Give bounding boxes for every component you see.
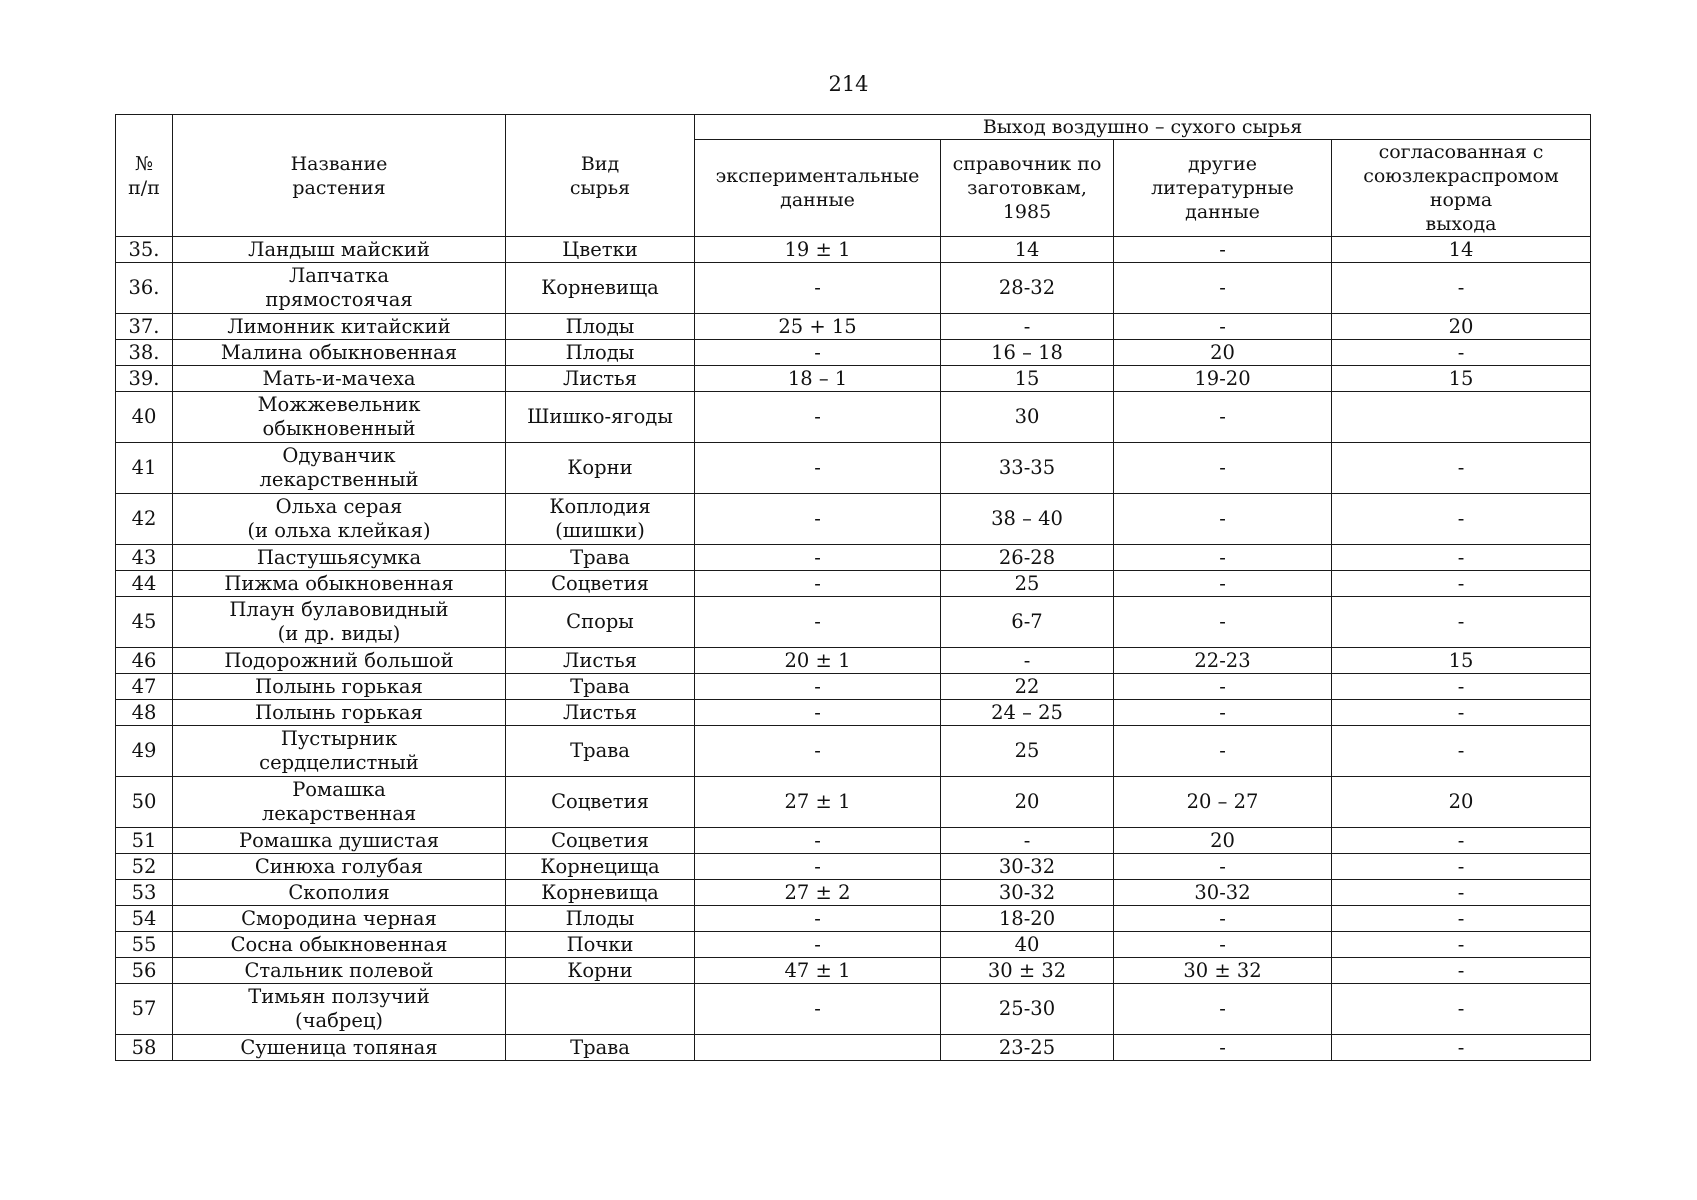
cell-literature: - <box>1114 854 1332 880</box>
cell-literature: - <box>1114 984 1332 1035</box>
cell-literature: - <box>1114 700 1332 726</box>
cell-literature: - <box>1114 1035 1332 1061</box>
cell-plant-name: Малина обыкновенная <box>173 340 506 366</box>
table-row <box>116 932 1591 958</box>
cell-reference: - <box>941 828 1114 854</box>
cell-literature: - <box>1114 263 1332 314</box>
cell-raw-material-type: Соцветия <box>506 777 695 828</box>
header-raw-material-type: Вид сырья <box>506 115 695 237</box>
cell-num: 43 <box>116 545 173 571</box>
table-body <box>116 237 1591 1061</box>
cell-plant-name: Пастушьясумка <box>173 545 506 571</box>
cell-literature: - <box>1114 314 1332 340</box>
cell-raw-material-type: Соцветия <box>506 571 695 597</box>
cell-plant-name: Пустырник сердцелистный <box>173 726 506 777</box>
cell-literature: - <box>1114 571 1332 597</box>
cell-reference: 40 <box>941 932 1114 958</box>
table-row <box>116 545 1591 571</box>
cell-reference: 38 – 40 <box>941 494 1114 545</box>
cell-norm: 15 <box>1332 366 1591 392</box>
cell-plant-name: Одуванчик лекарственный <box>173 443 506 494</box>
cell-literature: 20 <box>1114 340 1332 366</box>
cell-literature: - <box>1114 597 1332 648</box>
plant-yield-table <box>115 114 1591 1061</box>
cell-norm: - <box>1332 906 1591 932</box>
cell-norm: - <box>1332 932 1591 958</box>
cell-plant-name: Мать-и-мачеха <box>173 366 506 392</box>
cell-plant-name: Ромашка душистая <box>173 828 506 854</box>
cell-raw-material-type: Корневища <box>506 263 695 314</box>
cell-num: 50 <box>116 777 173 828</box>
cell-num: 36. <box>116 263 173 314</box>
table-row <box>116 880 1591 906</box>
cell-experimental: - <box>695 597 941 648</box>
cell-reference: 20 <box>941 777 1114 828</box>
cell-reference: 24 – 25 <box>941 700 1114 726</box>
cell-reference: 15 <box>941 366 1114 392</box>
cell-experimental: - <box>695 674 941 700</box>
cell-literature: 19-20 <box>1114 366 1332 392</box>
cell-literature: - <box>1114 906 1332 932</box>
cell-norm: - <box>1332 263 1591 314</box>
cell-num: 57 <box>116 984 173 1035</box>
cell-experimental: 27 ± 2 <box>695 880 941 906</box>
cell-experimental: 19 ± 1 <box>695 237 941 263</box>
cell-experimental: - <box>695 392 941 443</box>
cell-plant-name: Тимьян ползучий (чабрец) <box>173 984 506 1035</box>
cell-reference: 23-25 <box>941 1035 1114 1061</box>
cell-raw-material-type: Споры <box>506 597 695 648</box>
cell-plant-name: Лимонник китайский <box>173 314 506 340</box>
cell-num: 44 <box>116 571 173 597</box>
cell-raw-material-type: Трава <box>506 1035 695 1061</box>
cell-reference: 30 <box>941 392 1114 443</box>
cell-norm: 20 <box>1332 314 1591 340</box>
table-row <box>116 906 1591 932</box>
cell-reference: 33-35 <box>941 443 1114 494</box>
cell-norm: - <box>1332 443 1591 494</box>
cell-norm <box>1332 392 1591 443</box>
cell-raw-material-type: Почки <box>506 932 695 958</box>
cell-plant-name: Плаун булавовидный (и др. виды) <box>173 597 506 648</box>
cell-plant-name: Стальник полевой <box>173 958 506 984</box>
cell-norm: - <box>1332 494 1591 545</box>
cell-experimental: - <box>695 700 941 726</box>
cell-plant-name: Лапчатка прямостоячая <box>173 263 506 314</box>
cell-plant-name: Сушеница топяная <box>173 1035 506 1061</box>
cell-num: 47 <box>116 674 173 700</box>
table-row <box>116 237 1591 263</box>
cell-norm: - <box>1332 674 1591 700</box>
cell-num: 53 <box>116 880 173 906</box>
cell-raw-material-type: Плоды <box>506 340 695 366</box>
cell-plant-name: Синюха голубая <box>173 854 506 880</box>
table-row <box>116 674 1591 700</box>
cell-plant-name: Ольха серая (и ольха клейкая) <box>173 494 506 545</box>
cell-experimental: - <box>695 494 941 545</box>
cell-experimental: - <box>695 854 941 880</box>
table-row <box>116 700 1591 726</box>
cell-norm: - <box>1332 854 1591 880</box>
cell-experimental: - <box>695 340 941 366</box>
cell-raw-material-type: Листья <box>506 700 695 726</box>
cell-reference: 30-32 <box>941 880 1114 906</box>
table-row <box>116 828 1591 854</box>
header-experimental: экспериментальные данные <box>695 140 941 237</box>
cell-literature: - <box>1114 545 1332 571</box>
table-row <box>116 263 1591 314</box>
cell-reference: 25 <box>941 726 1114 777</box>
table-row <box>116 314 1591 340</box>
cell-literature: - <box>1114 237 1332 263</box>
cell-raw-material-type: Трава <box>506 726 695 777</box>
cell-raw-material-type: Трава <box>506 545 695 571</box>
cell-literature: - <box>1114 443 1332 494</box>
table-row <box>116 571 1591 597</box>
cell-norm: - <box>1332 700 1591 726</box>
cell-num: 55 <box>116 932 173 958</box>
cell-experimental: 47 ± 1 <box>695 958 941 984</box>
cell-num: 45 <box>116 597 173 648</box>
header-reference: справочник по заготовкам, 1985 <box>941 140 1114 237</box>
cell-plant-name: Ландыш майский <box>173 237 506 263</box>
cell-norm: 15 <box>1332 648 1591 674</box>
cell-num: 37. <box>116 314 173 340</box>
table-row <box>116 958 1591 984</box>
cell-raw-material-type: Плоды <box>506 314 695 340</box>
cell-raw-material-type: Плоды <box>506 906 695 932</box>
cell-raw-material-type: Корни <box>506 958 695 984</box>
table-row <box>116 648 1591 674</box>
cell-num: 48 <box>116 700 173 726</box>
cell-num: 41 <box>116 443 173 494</box>
table-header-row <box>116 115 1591 140</box>
cell-literature: 30-32 <box>1114 880 1332 906</box>
cell-experimental: - <box>695 906 941 932</box>
cell-literature: - <box>1114 726 1332 777</box>
cell-reference: 28-32 <box>941 263 1114 314</box>
table-row <box>116 597 1591 648</box>
table-row <box>116 777 1591 828</box>
cell-plant-name: Можжевельник обыкновенный <box>173 392 506 443</box>
cell-raw-material-type: Листья <box>506 648 695 674</box>
cell-raw-material-type: Корни <box>506 443 695 494</box>
cell-literature: 22-23 <box>1114 648 1332 674</box>
header-num: № п/п <box>116 115 173 237</box>
cell-experimental: - <box>695 932 941 958</box>
header-norm: согласованная с союзлекраспромом норма выхода <box>1332 140 1591 237</box>
cell-experimental <box>695 1035 941 1061</box>
cell-num: 39. <box>116 366 173 392</box>
table-row <box>116 494 1591 545</box>
cell-reference: - <box>941 648 1114 674</box>
cell-plant-name: Полынь горькая <box>173 674 506 700</box>
cell-experimental: 25 + 15 <box>695 314 941 340</box>
cell-num: 42 <box>116 494 173 545</box>
cell-experimental: 20 ± 1 <box>695 648 941 674</box>
cell-reference: 16 – 18 <box>941 340 1114 366</box>
cell-norm: - <box>1332 597 1591 648</box>
table-row <box>116 1035 1591 1061</box>
table-row <box>116 443 1591 494</box>
table-row <box>116 726 1591 777</box>
cell-raw-material-type: Листья <box>506 366 695 392</box>
cell-num: 38. <box>116 340 173 366</box>
table-row <box>116 366 1591 392</box>
cell-raw-material-type: Корневища <box>506 880 695 906</box>
cell-experimental: - <box>695 263 941 314</box>
cell-raw-material-type: Коплодия (шишки) <box>506 494 695 545</box>
cell-num: 52 <box>116 854 173 880</box>
cell-raw-material-type: Корнецища <box>506 854 695 880</box>
cell-literature: - <box>1114 494 1332 545</box>
cell-raw-material-type: Соцветия <box>506 828 695 854</box>
cell-num: 51 <box>116 828 173 854</box>
cell-num: 40 <box>116 392 173 443</box>
cell-experimental: - <box>695 545 941 571</box>
cell-reference: 6-7 <box>941 597 1114 648</box>
cell-plant-name: Скополия <box>173 880 506 906</box>
cell-experimental: - <box>695 726 941 777</box>
cell-num: 35. <box>116 237 173 263</box>
header-yield-group: Выход воздушно – сухого сырья <box>695 115 1591 140</box>
cell-plant-name: Сосна обыкновенная <box>173 932 506 958</box>
cell-literature: - <box>1114 674 1332 700</box>
cell-experimental: - <box>695 828 941 854</box>
cell-reference: 30-32 <box>941 854 1114 880</box>
cell-norm: - <box>1332 958 1591 984</box>
cell-norm: - <box>1332 545 1591 571</box>
cell-raw-material-type: Трава <box>506 674 695 700</box>
cell-literature: - <box>1114 932 1332 958</box>
cell-reference: - <box>941 314 1114 340</box>
cell-norm: - <box>1332 880 1591 906</box>
cell-num: 54 <box>116 906 173 932</box>
cell-norm: 14 <box>1332 237 1591 263</box>
cell-norm: 20 <box>1332 777 1591 828</box>
cell-reference: 26-28 <box>941 545 1114 571</box>
cell-experimental: - <box>695 984 941 1035</box>
cell-reference: 18-20 <box>941 906 1114 932</box>
cell-norm: - <box>1332 340 1591 366</box>
cell-literature: - <box>1114 392 1332 443</box>
cell-plant-name: Пижма обыкновенная <box>173 571 506 597</box>
table-row <box>116 392 1591 443</box>
cell-reference: 30 ± 32 <box>941 958 1114 984</box>
table-row <box>116 340 1591 366</box>
cell-experimental: - <box>695 443 941 494</box>
cell-norm: - <box>1332 1035 1591 1061</box>
cell-literature: 30 ± 32 <box>1114 958 1332 984</box>
cell-plant-name: Смородина черная <box>173 906 506 932</box>
cell-norm: - <box>1332 571 1591 597</box>
cell-literature: 20 <box>1114 828 1332 854</box>
cell-raw-material-type: Шишко-ягоды <box>506 392 695 443</box>
cell-norm: - <box>1332 828 1591 854</box>
cell-num: 49 <box>116 726 173 777</box>
table-row <box>116 854 1591 880</box>
cell-raw-material-type <box>506 984 695 1035</box>
cell-num: 56 <box>116 958 173 984</box>
cell-num: 58 <box>116 1035 173 1061</box>
cell-reference: 25-30 <box>941 984 1114 1035</box>
cell-experimental: - <box>695 571 941 597</box>
cell-raw-material-type: Цветки <box>506 237 695 263</box>
cell-num: 46 <box>116 648 173 674</box>
cell-experimental: 27 ± 1 <box>695 777 941 828</box>
cell-plant-name: Ромашка лекарственная <box>173 777 506 828</box>
cell-plant-name: Полынь горькая <box>173 700 506 726</box>
cell-plant-name: Подорожний большой <box>173 648 506 674</box>
cell-reference: 22 <box>941 674 1114 700</box>
table-row <box>116 984 1591 1035</box>
cell-reference: 25 <box>941 571 1114 597</box>
header-plant-name: Название растения <box>173 115 506 237</box>
cell-literature: 20 – 27 <box>1114 777 1332 828</box>
cell-experimental: 18 – 1 <box>695 366 941 392</box>
cell-reference: 14 <box>941 237 1114 263</box>
cell-norm: - <box>1332 726 1591 777</box>
header-literature: другие литературные данные <box>1114 140 1332 237</box>
page-number: 214 <box>828 72 869 96</box>
cell-norm: - <box>1332 984 1591 1035</box>
